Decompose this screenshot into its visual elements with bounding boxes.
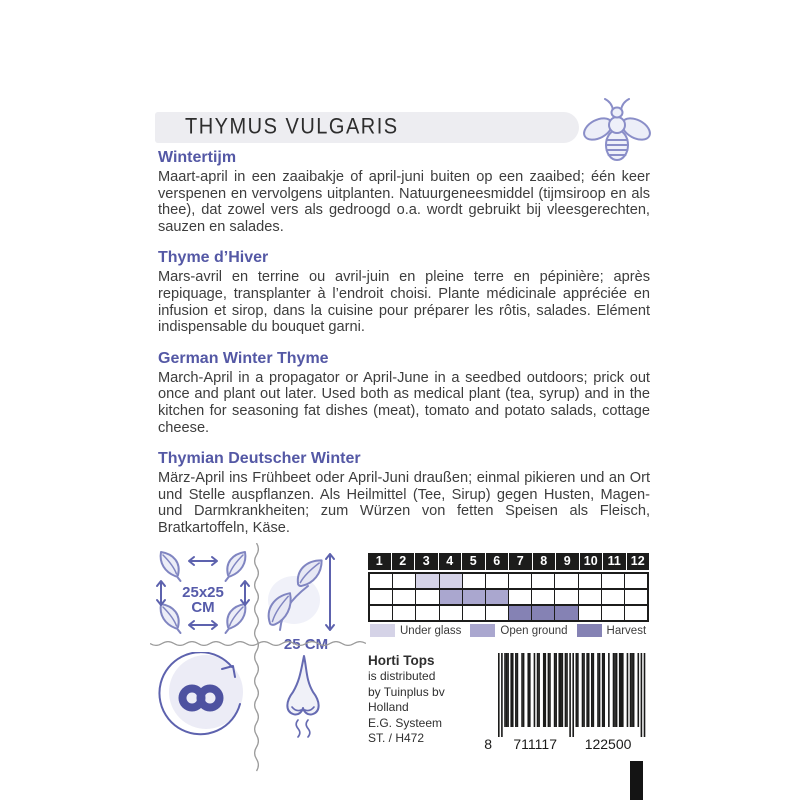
calendar-month-cell: 4	[439, 553, 463, 570]
perennial-icon	[156, 652, 250, 744]
section-heading-fr: Thyme d’Hiver	[158, 249, 269, 267]
legend-swatch	[470, 624, 495, 637]
calendar-cell	[370, 606, 393, 620]
calendar-cell	[509, 606, 532, 620]
calendar-cell	[602, 606, 625, 620]
calendar-cell	[463, 606, 486, 620]
calendar-month-cell: 5	[462, 553, 486, 570]
calendar-legend	[370, 624, 646, 637]
title-bar	[155, 112, 579, 143]
calendar-cell	[393, 590, 416, 604]
calendar-month-cell: 10	[580, 553, 604, 570]
calendar-month-cell: 1	[368, 553, 392, 570]
calendar-month-cell: 7	[509, 553, 533, 570]
calendar-month-cell: 6	[486, 553, 510, 570]
section-body-nl: Maart-april in een zaaibakje of april-juni buiten op een zaaibed; één keer verspenen en vervolgens uitplanten. Natuurgeneesmiddel (tijmsiroop en als thee), dat zowel vers als gedroogd o.a. wordt gebruikt bij vleesgerechten, sauzen en salades.	[158, 169, 650, 235]
sowing-calendar	[368, 553, 649, 622]
section-heading-nl: Wintertijm	[158, 149, 237, 166]
section-dutch	[158, 149, 650, 235]
print-registration-mark	[630, 761, 643, 800]
calendar-cell	[370, 590, 393, 604]
calendar-cell	[463, 590, 486, 604]
vertical-wavy-divider	[252, 543, 261, 775]
calendar-cell	[602, 590, 625, 604]
distributor-line: ST. / H472	[368, 731, 425, 745]
calendar-cell	[579, 590, 602, 604]
calendar-cell	[486, 606, 509, 620]
calendar-cell	[440, 590, 463, 604]
distributor-line: is distributed	[368, 669, 436, 683]
calendar-cell	[555, 574, 578, 588]
horizontal-wavy-divider	[150, 639, 366, 648]
calendar-cell	[579, 574, 602, 588]
calendar-month-cell: 12	[627, 553, 650, 570]
calendar-row-open-ground	[370, 590, 647, 606]
calendar-cell	[440, 574, 463, 588]
legend-item	[470, 624, 567, 637]
spacing-value-label: 25x25	[182, 584, 224, 601]
section-english	[158, 350, 650, 436]
legend-label: Harvest	[606, 624, 647, 637]
section-german	[158, 450, 650, 536]
description-sections	[158, 149, 650, 551]
calendar-month-cell: 2	[392, 553, 416, 570]
calendar-grid	[368, 572, 649, 622]
calendar-cell	[393, 606, 416, 620]
calendar-month-header	[368, 553, 649, 570]
height-value-label: 25 CM	[283, 636, 329, 652]
calendar-cell	[532, 590, 555, 604]
calendar-cell	[532, 606, 555, 620]
legend-swatch	[370, 624, 395, 637]
calendar-cell	[509, 590, 532, 604]
plant-height-icon	[262, 550, 342, 652]
distributor-name: Horti Tops	[368, 653, 435, 668]
distributor-line: E.G. Systeem	[368, 715, 443, 730]
section-body-fr: Mars-avril en terrine ou avril-juin en pleine terre en pépinière; après repiquage, transplanter à l’endroit choisi. Plante médicinale appréciée en infusion et sirop, dans la cuisine pour préparer les rôtis, salades. Elément indispensable du bouquet garni.	[158, 269, 650, 336]
calendar-cell	[625, 606, 647, 620]
section-heading-en: German Winter Thyme	[158, 349, 329, 367]
calendar-cell	[416, 574, 439, 588]
fragrance-nose-icon	[276, 654, 330, 738]
calendar-cell	[555, 590, 578, 604]
legend-swatch	[577, 624, 602, 637]
calendar-cell	[416, 590, 439, 604]
calendar-cell	[532, 574, 555, 588]
calendar-cell	[555, 606, 578, 620]
barcode	[474, 653, 654, 758]
calendar-month-cell: 8	[533, 553, 557, 570]
section-body-de: März-April ins Frühbeet oder April-Juni draußen; einmal pikieren und an Ort und Stelle auspflanzen. Als Heilmittel (Tee, Sirup) gegen Husten, Magen- und Darmkrankheiten; zum Würzen von fetten Speisen als Fleisch, Bratkartoffeln, Käse.	[158, 470, 650, 536]
calendar-cell	[393, 574, 416, 588]
legend-label: Under glass	[400, 624, 462, 637]
plant-spacing-icon	[152, 550, 254, 636]
barcode-digits: 8	[484, 736, 492, 752]
calendar-cell	[486, 590, 509, 604]
calendar-cell	[625, 574, 647, 588]
distributor-line: by Tuinplus bv	[368, 684, 445, 699]
section-french	[158, 249, 650, 335]
calendar-month-cell: 11	[603, 553, 627, 570]
legend-label: Open ground	[500, 624, 568, 637]
calendar-cell	[486, 574, 509, 588]
legend-item	[577, 624, 647, 637]
calendar-cell	[602, 574, 625, 588]
calendar-month-cell: 9	[556, 553, 580, 570]
calendar-cell	[370, 574, 393, 588]
calendar-cell	[416, 606, 439, 620]
section-heading-de: Thymian Deutscher Winter	[158, 450, 361, 468]
page-title: THYMUS VULGARIS	[185, 114, 399, 140]
spacing-unit-label: CM	[191, 599, 215, 616]
barcode-digits: 122500	[584, 736, 632, 752]
calendar-row-harvest	[370, 606, 647, 620]
calendar-cell	[509, 574, 532, 588]
calendar-row-under-glass	[370, 574, 647, 590]
calendar-cell	[440, 606, 463, 620]
legend-item	[370, 624, 461, 637]
calendar-cell	[463, 574, 486, 588]
barcode-digits: 711117	[513, 736, 558, 752]
calendar-cell	[625, 590, 647, 604]
distributor-line: Holland	[368, 700, 409, 714]
calendar-cell	[579, 606, 602, 620]
distributor-info	[368, 653, 445, 747]
section-body-en: March-April in a propagator or April-June in a seedbed outdoors; prick out once and plant out later. Used both as medical plant (tea, syrup) and in the kitchen for seasoning fat dishes (meat), tomato and potato salads, cottage cheese.	[158, 369, 650, 436]
barcode-svg	[474, 653, 654, 753]
calendar-month-cell: 3	[415, 553, 439, 570]
